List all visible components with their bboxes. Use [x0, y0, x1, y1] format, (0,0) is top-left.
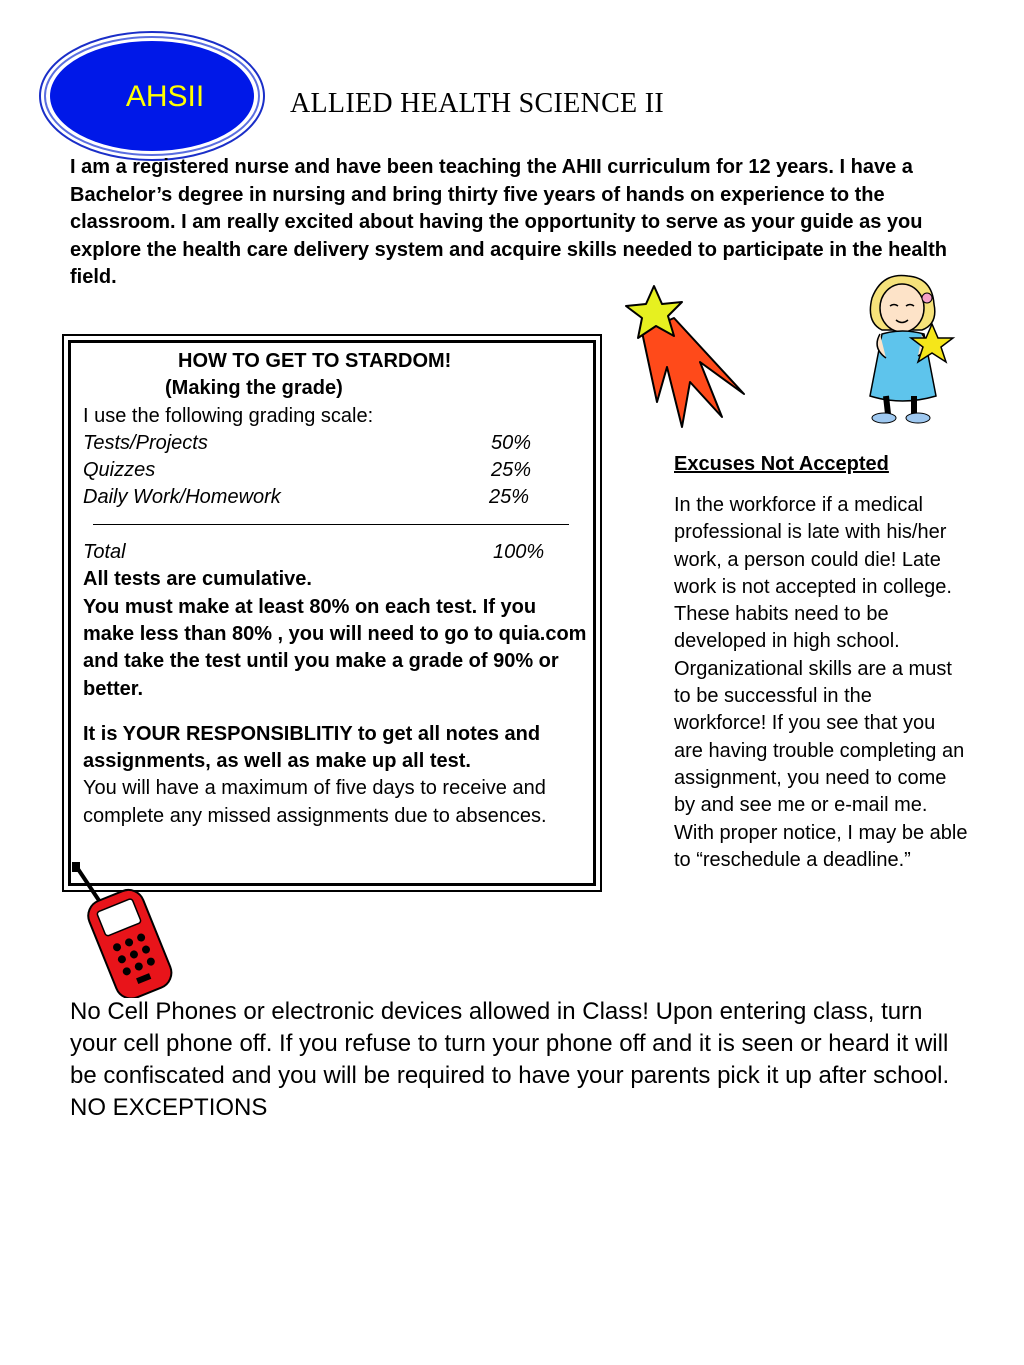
- responsibility-note: It is YOUR RESPONSIBLITIY to get all notes and assignments, as well as make up all test.: [83, 722, 541, 773]
- grading-scale-intro: I use the following grading scale:: [83, 404, 374, 427]
- grading-content: [83, 348, 588, 830]
- grading-row-percent: 25%: [489, 486, 530, 509]
- excuses-body: In the workforce if a medical professional is late with his/her work, a person could die! Late work is not accepted in college. These habits need to be developed in high school. Organizational skills are a must to be successful in the workforce! If you see that you are having trouble completing an assignment, you need to come by and see me or e-mail me. With proper notice, I may be able to “reschedule a deadline.”: [674, 494, 968, 871]
- total-label: Total: [83, 541, 126, 564]
- total-percent: 100%: [493, 541, 545, 564]
- grading-row-percent: 50%: [491, 431, 532, 454]
- test-minimum-rule: You must make at least 80% on each test. If you make less than 80% , you will need to go to quia.com and take the test until you make a grade of 90% or better.: [83, 595, 587, 700]
- grading-row-percent: 25%: [491, 459, 532, 482]
- grading-row-label: Tests/Projects: [83, 431, 208, 454]
- grading-subheading: (Making the grade): [165, 377, 343, 400]
- logo-text: AHSII: [125, 80, 205, 113]
- excuses-heading: Excuses Not Accepted: [674, 453, 889, 475]
- page-title: ALLIED HEALTH SCIENCE II: [290, 88, 665, 119]
- intro-paragraph: I am a registered nurse and have been teaching the AHII curriculum for 12 years. I have a Bachelor’s degree in nursing and bring thirty five years of hands on experience to the classroom. I am really excited about having the opportunity to serve as your guide as you explore the health care delivery system and acquire skills needed to participate in the health field.: [70, 156, 947, 288]
- grading-row-label: Quizzes: [83, 459, 156, 482]
- grading-row: [83, 484, 588, 511]
- absences-note: You will have a maximum of five days to receive and complete any missed assignments due to absences.: [83, 777, 547, 827]
- total-divider: [93, 524, 569, 525]
- grading-heading: HOW TO GET TO STARDOM!: [178, 350, 452, 372]
- cell-phone-icon: [70, 862, 188, 998]
- cell-phone-policy: No Cell Phones or electronic devices allowed in Class! Upon entering class, turn your cell phone off. If you refuse to turn your phone off and it is seen or heard it will be confiscated and you will be required to have your parents pick it up after school. NO EXCEPTIONS: [70, 998, 950, 1121]
- cumulative-note: All tests are cumulative.: [83, 568, 312, 591]
- grading-row: [83, 430, 588, 457]
- grading-row: [83, 457, 588, 484]
- grading-row-label: Daily Work/Homework: [83, 486, 281, 509]
- shooting-star-icon: [612, 282, 752, 432]
- girl-hugging-star-icon: [852, 268, 956, 426]
- grading-total-row: [83, 539, 588, 566]
